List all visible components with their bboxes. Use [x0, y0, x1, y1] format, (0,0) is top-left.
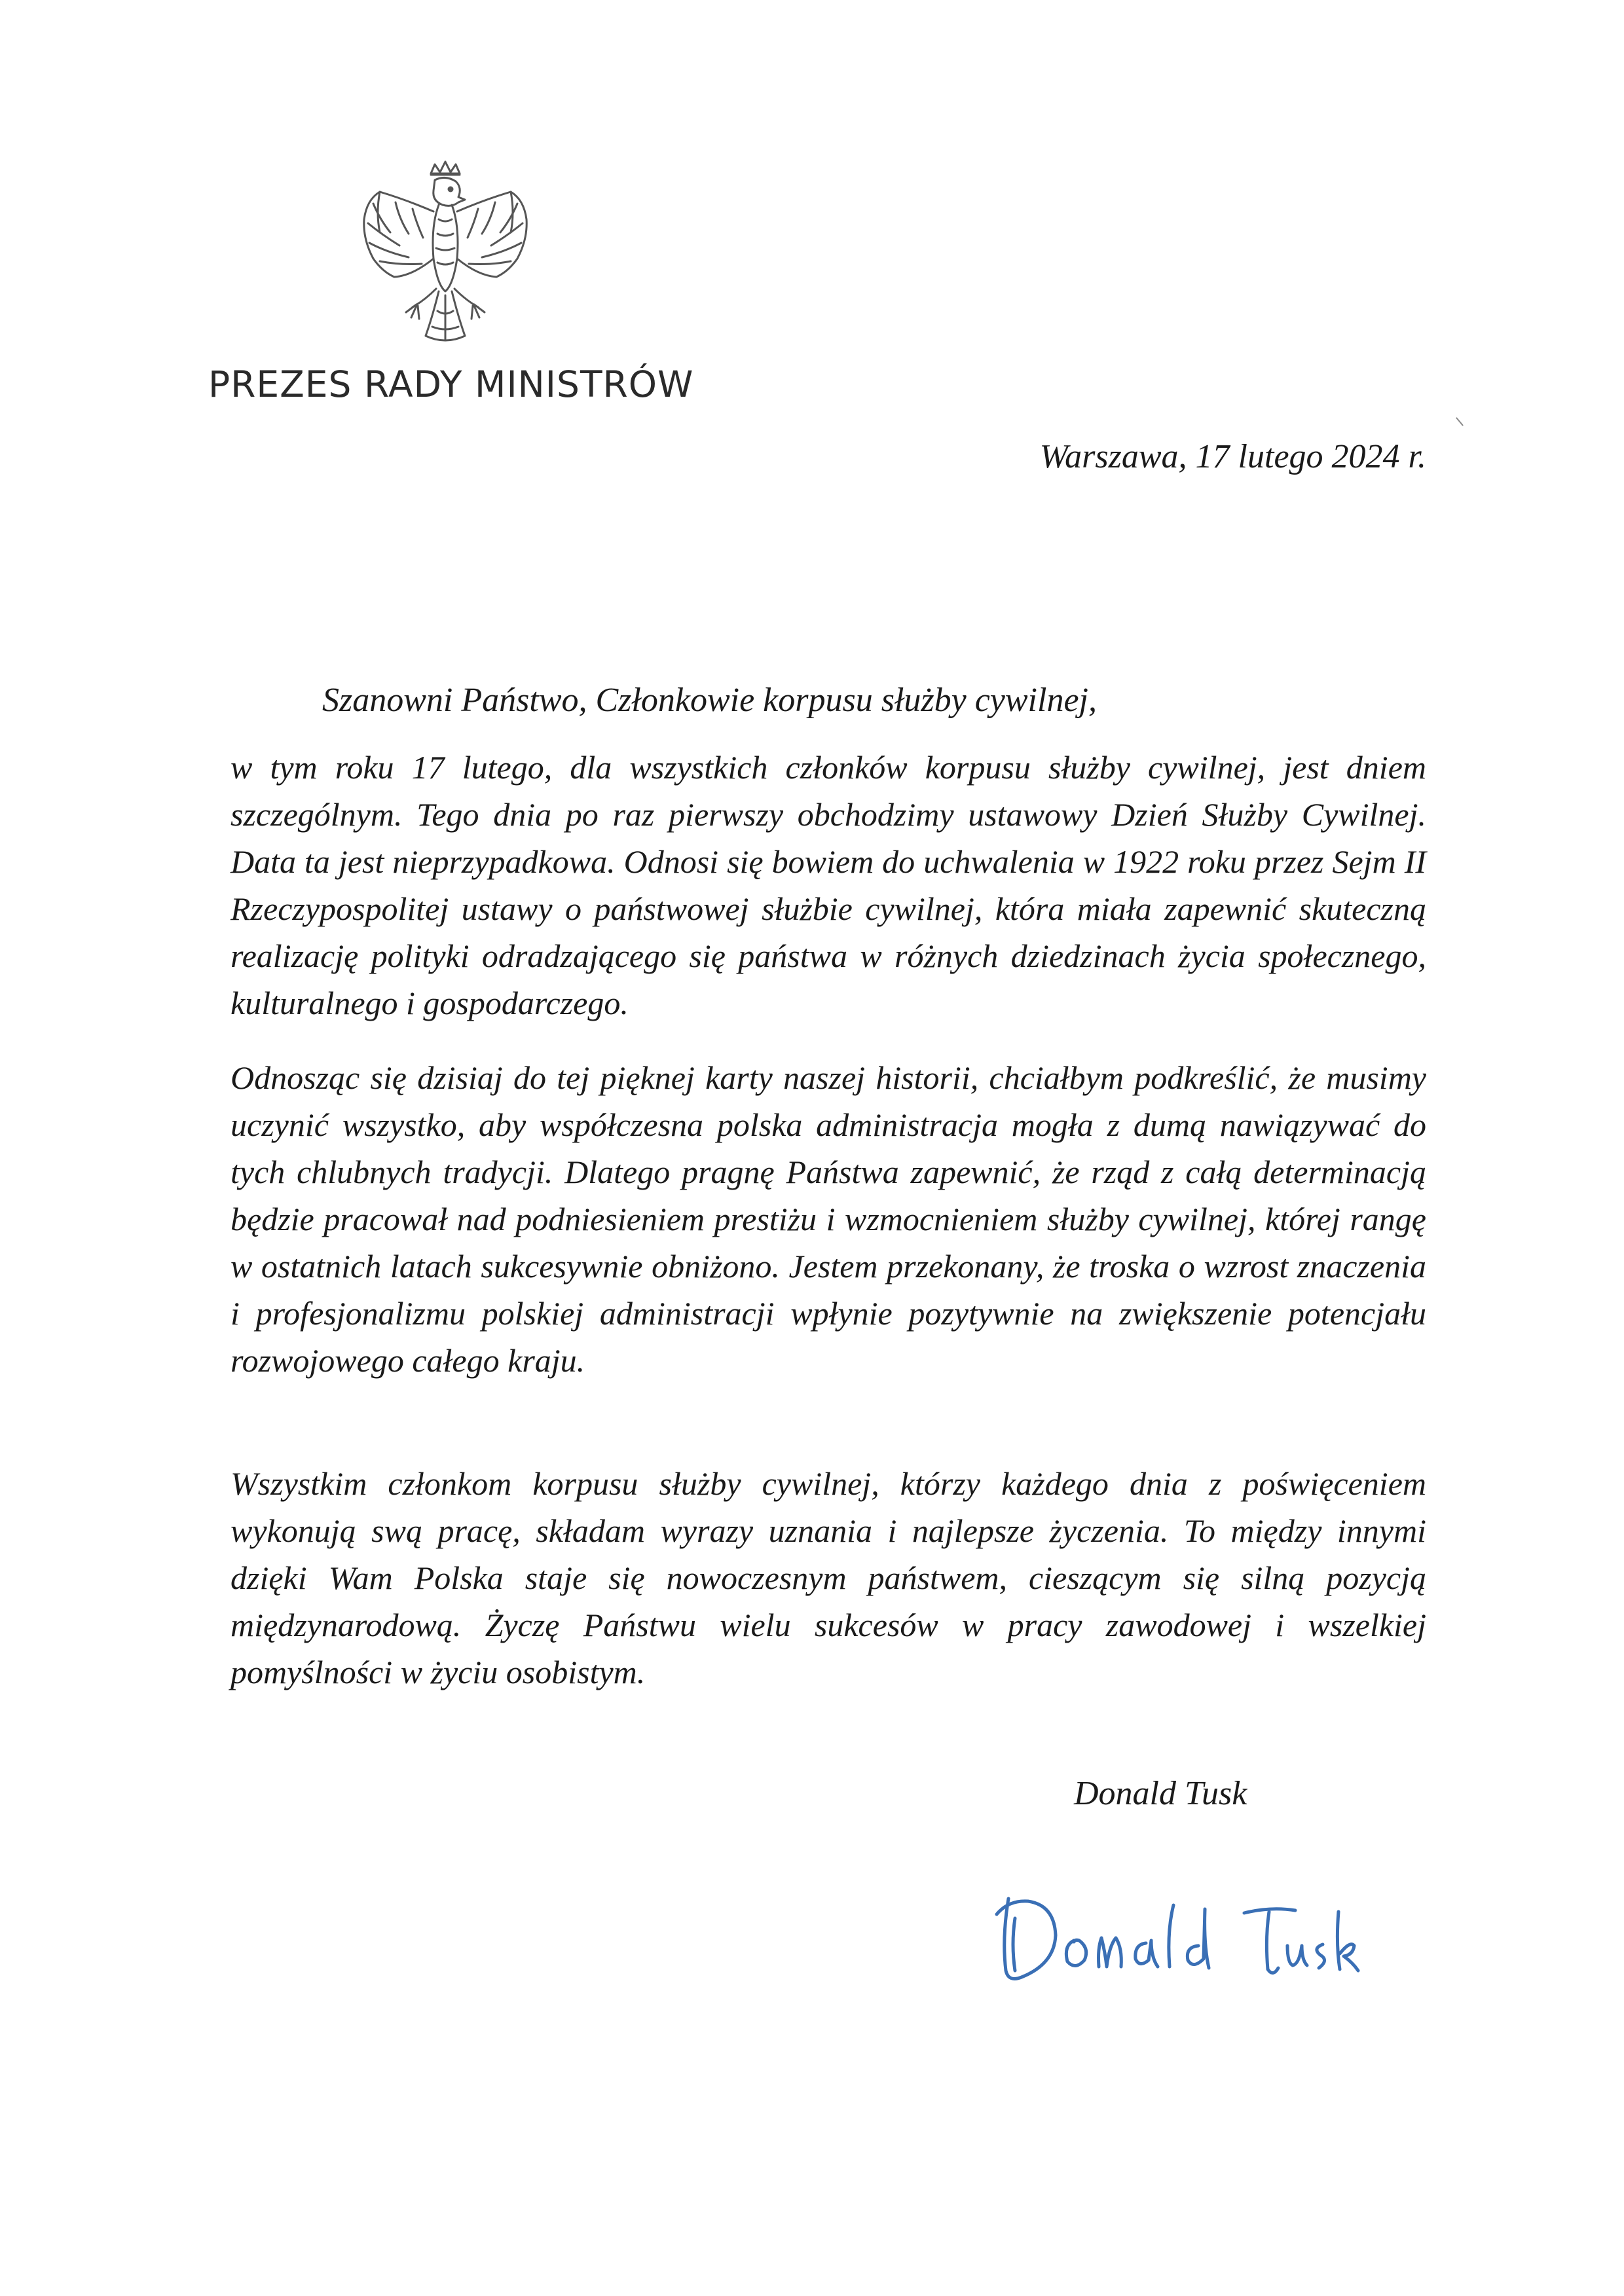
letter-salutation: Szanowni Państwo, Członkowie korpusu służby cywilnej,: [322, 682, 1097, 719]
letter-paragraph-1: w tym roku 17 lutego, dla wszystkich członków korpusu służby cywilnej, jest dniem szczególnym. Tego dnia po raz pierwszy obchodzimy ustawowy Dzień Służby Cywilnej. Data ta jest nieprzypadkowa. Odnosi się bowiem do uchwalenia w 1922 roku przez Sejm II Rzeczypospolitej ustawy o państwowej służbie cywilnej, która miała zapewnić skuteczną realizację polityki odradzającego się państwa w różnych dziedzinach życia społecznego, kulturalnego i gospodarczego.: [231, 749, 1426, 1021]
signer-name: Donald Tusk: [1074, 1775, 1247, 1812]
scan-mark: [1456, 417, 1464, 426]
polish-eagle-emblem-icon: [354, 160, 537, 350]
office-title: PREZES RADY MINISTRÓW: [208, 363, 694, 405]
letter-paragraph-2: Odnosząc się dzisiaj do tej pięknej karty naszej historii, chciałbym podkreślić, że musimy uczynić wszystko, aby współczesna polska administracja mogła z dumą nawiązywać do tych chlubnych tradycji. Dlatego pragnę Państwa zapewnić, że rząd z całą determinacją będzie pracował nad podniesieniem prestiżu i wzmocnieniem służby cywilnej, której rangę w ostatnich latach sukcesywnie obniżono. Jestem przekonany, że troska o wzrost znaczenia i profesjonalizmu polskiej administracji wpłynie pozytywnie na zwiększenie potencjału rozwojowego całego kraju.: [231, 1059, 1426, 1379]
letter-paragraph-3: Wszystkim członkom korpusu służby cywilnej, którzy każdego dnia z poświęceniem wykonują swą pracę, składam wyrazy uznania i najlepsze życzenia. To między innymi dzięki Wam Polska staje się nowoczesnym państwem, cieszącym się silną pozycją międzynarodową. Życzę Państwu wielu sukcesów w pracy zawodowej i wszelkiej pomyślności w życiu osobistym.: [231, 1465, 1426, 1690]
handwritten-signature: [982, 1872, 1362, 1990]
letter-date: Warszawa, 17 lutego 2024 r.: [1039, 438, 1426, 475]
